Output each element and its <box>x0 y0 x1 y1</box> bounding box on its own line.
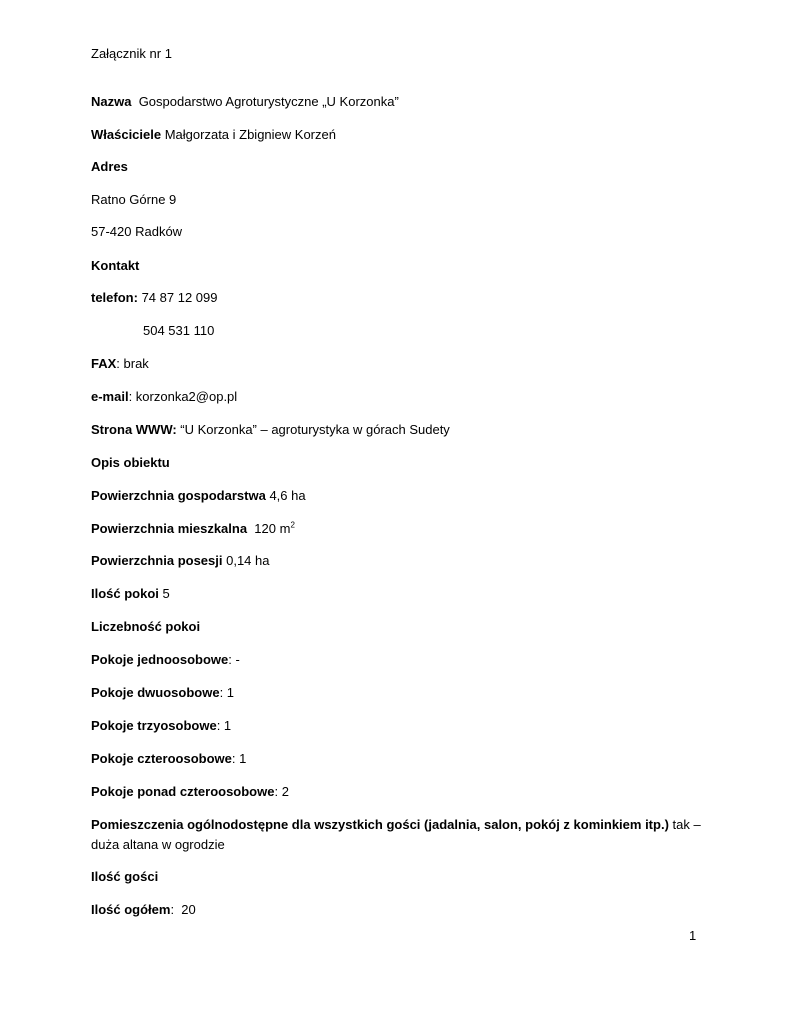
field-powierzchnia-gospodarstwa <box>91 488 306 504</box>
field-pokoje-ponad-czteroosobowe <box>91 784 289 800</box>
field-powierzchnia-posesji <box>91 553 270 569</box>
field-telefon-2: 504 531 110 <box>143 323 215 338</box>
field-label: FAX <box>91 356 117 371</box>
field-pokoje-trzyosobowe <box>91 718 231 734</box>
field-value: Małgorzata i Zbigniew Korzeń <box>161 127 336 142</box>
field-label: Pokoje trzyosobowe <box>91 718 217 733</box>
field-label: telefon: <box>91 290 138 305</box>
field-value: 4,6 ha <box>265 488 306 503</box>
field-value: : brak <box>116 356 149 371</box>
heading-text: Ilość gości <box>91 869 159 884</box>
field-label: Pokoje dwuosobowe <box>91 685 220 700</box>
heading-text: Opis obiektu <box>91 455 170 470</box>
field-label: Pokoje ponad czteroosobowe <box>91 784 275 799</box>
field-label: Powierzchnia mieszkalna <box>91 521 248 536</box>
field-label: Pokoje jednoosobowe <box>91 652 229 667</box>
field-label: Powierzchnia posesji <box>91 553 223 568</box>
heading-liczebnosc-pokoi <box>91 619 200 635</box>
field-value: : 1 <box>219 685 235 700</box>
page-number: 1 <box>689 928 697 943</box>
field-email <box>91 389 237 405</box>
field-label: Strona WWW: <box>91 422 177 437</box>
field-www <box>91 422 450 438</box>
field-pokoje-dwuosobowe <box>91 685 234 701</box>
field-nazwa <box>91 94 399 110</box>
field-pokoje-czteroosobowe <box>91 751 246 767</box>
field-value: 120 m <box>247 521 291 536</box>
field-value: “U Korzonka” – agroturystyka w górach Sudety <box>176 422 450 437</box>
field-value: : 1 <box>216 718 232 733</box>
field-fax <box>91 356 149 372</box>
heading-text: Kontakt <box>91 258 140 273</box>
field-ilosc-pokoi <box>91 586 170 602</box>
heading-text: Liczebność pokoi <box>91 619 201 634</box>
field-label: Pomieszczenia ogólnodostępne dla wszystkich gości (jadalnia, salon, pokój z kominkiem itp.) <box>91 817 669 832</box>
field-label: Ilość pokoi <box>91 586 159 601</box>
field-powierzchnia-mieszkalna <box>91 521 295 537</box>
field-value: Gospodarstwo Agroturystyczne „U Korzonka” <box>131 94 399 109</box>
field-value: : - <box>228 652 240 667</box>
field-label: Ilość ogółem <box>91 902 171 917</box>
field-label: Powierzchnia gospodarstwa <box>91 488 266 503</box>
field-value: : korzonka2@op.pl <box>128 389 238 404</box>
field-pomieszczenia-ogolnodostepne <box>91 815 711 855</box>
field-pokoje-jednoosobowe <box>91 652 240 668</box>
heading-ilosc-gosci <box>91 869 158 885</box>
field-ilosc-ogolem <box>91 902 196 918</box>
heading-adres <box>91 159 128 175</box>
superscript: 2 <box>290 520 295 530</box>
field-value: : 1 <box>231 751 247 766</box>
field-value: tak – duża altana w ogrodzie <box>91 817 701 852</box>
field-value: 74 87 12 099 <box>137 290 218 305</box>
heading-opis-obiektu <box>91 455 170 471</box>
field-label: Pokoje czteroosobowe <box>91 751 232 766</box>
field-value: 0,14 ha <box>222 553 270 568</box>
field-value: : 2 <box>274 784 289 799</box>
field-telefon <box>91 290 217 306</box>
heading-kontakt <box>91 258 139 274</box>
address-line-1: Ratno Górne 9 <box>91 192 177 207</box>
heading-text: Adres <box>91 159 128 174</box>
field-label: Właściciele <box>91 127 162 142</box>
attachment-label: Załącznik nr 1 <box>91 46 172 61</box>
field-label: e-mail <box>91 389 129 404</box>
address-line-2: 57-420 Radków <box>91 224 183 239</box>
field-value: : 20 <box>170 902 196 917</box>
field-label: Nazwa <box>91 94 132 109</box>
field-wlasciciele <box>91 127 336 143</box>
field-value: 5 <box>158 586 170 601</box>
